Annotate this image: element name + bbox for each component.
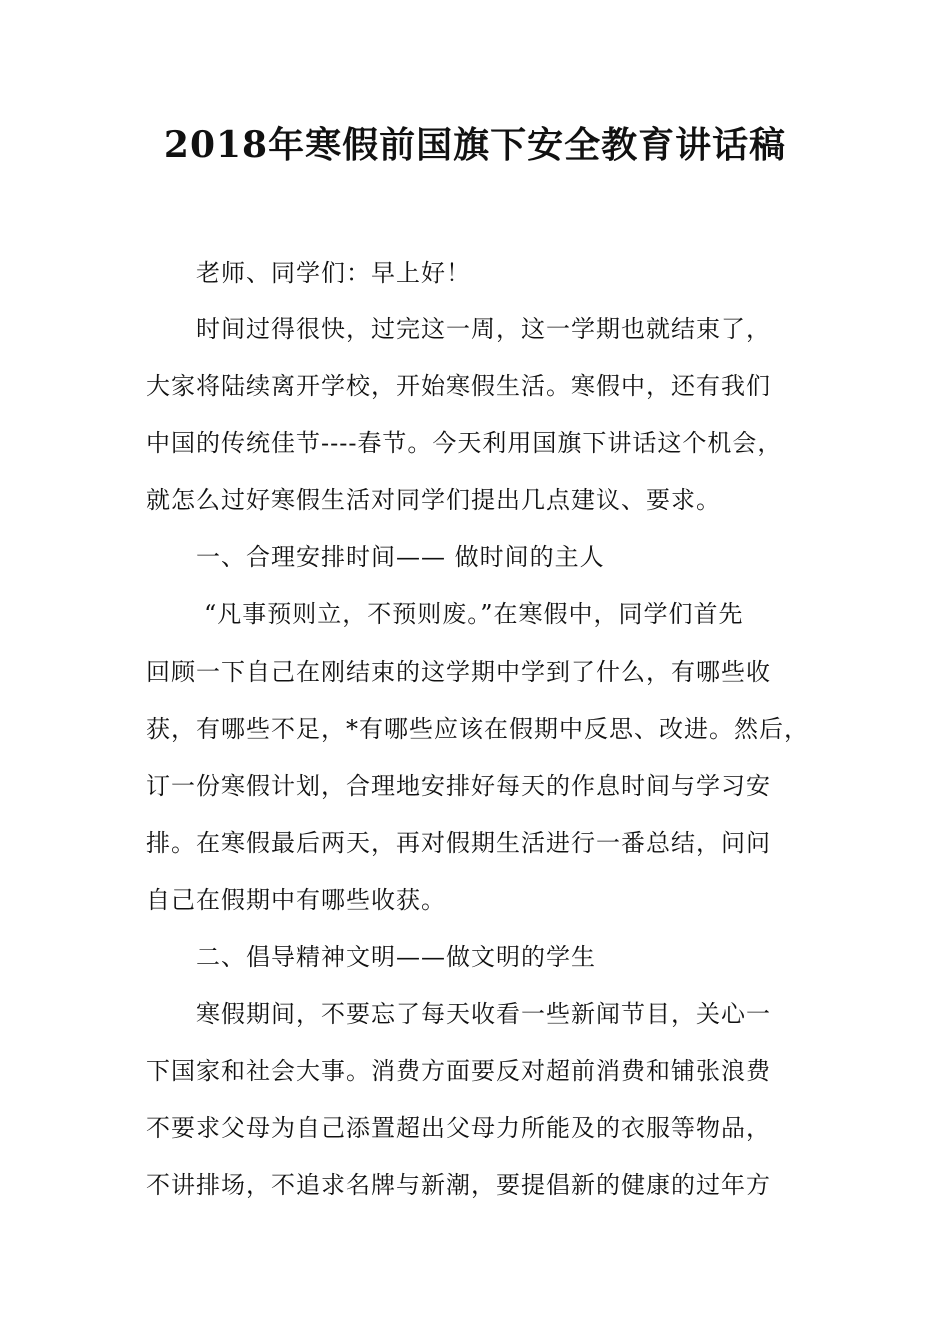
paragraph-line: 寒假期间，不要忘了每天收看一些新闻节目，关心一	[196, 1000, 771, 1028]
paragraph-line: 不讲排场，不追求名牌与新潮，要提倡新的健康的过年方	[146, 1171, 771, 1199]
paragraph-line: 下国家和社会大事。消费方面要反对超前消费和铺张浪费	[146, 1057, 771, 1085]
paragraph-line: 时间过得很快，过完这一周，这一学期也就结束了，	[196, 315, 771, 343]
paragraph-line: 回顾一下自己在刚结束的这学期中学到了什么，有哪些收	[146, 658, 771, 686]
paragraph-line: 不要求父母为自己添置超出父母力所能及的衣服等物品，	[146, 1114, 771, 1142]
paragraph-line: 大家将陆续离开学校，开始寒假生活。寒假中，还有我们	[146, 372, 771, 400]
paragraph-line: 自己在假期中有哪些收获。	[146, 886, 446, 914]
greeting-line: 老师、同学们：早上好！	[196, 259, 471, 287]
paragraph-line: 获，有哪些不足，*有哪些应该在假期中反思、改进。然后，	[146, 715, 809, 743]
paragraph-line: 订一份寒假计划，合理地安排好每天的作息时间与学习安	[146, 772, 771, 800]
section-heading-1: 一、合理安排时间—— 做时间的主人	[196, 543, 605, 571]
document-title: 2018年寒假前国旗下安全教育讲话稿	[163, 124, 787, 166]
paragraph-line: 就怎么过好寒假生活对同学们提出几点建议、要求。	[146, 486, 721, 514]
paragraph-line: “凡事预则立，不预则废。”在寒假中，同学们首先	[204, 600, 744, 628]
paragraph-line: 排。在寒假最后两天，再对假期生活进行一番总结，问问	[146, 829, 771, 857]
section-heading-2: 二、倡导精神文明——做文明的学生	[196, 943, 596, 971]
paragraph-line: 中国的传统佳节----春节。今天利用国旗下讲话这个机会，	[146, 429, 783, 457]
